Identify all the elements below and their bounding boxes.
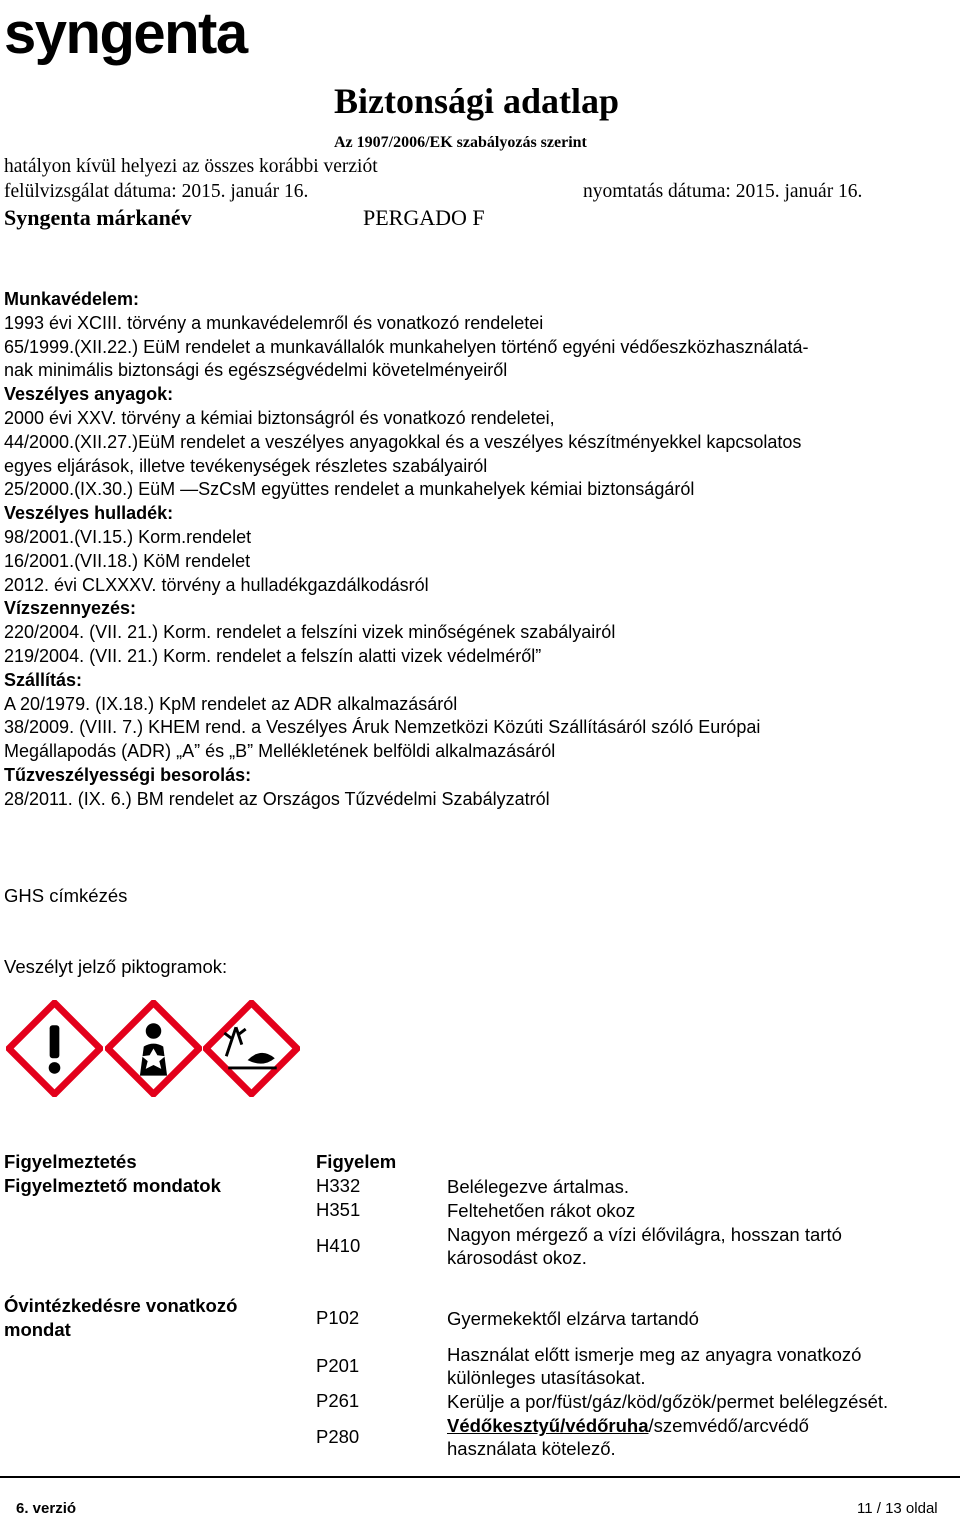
precaution-text: használata kötelező. xyxy=(447,1438,616,1459)
hazard-code: H410 xyxy=(316,1235,361,1256)
product-name: PERGADO F xyxy=(363,205,485,230)
regulations-list xyxy=(4,288,954,812)
regulation-subtitle: Az 1907/2006/EK szabályozás szerint xyxy=(334,134,587,151)
precaution-text-rest: /szemvédő/arcvédő xyxy=(648,1415,809,1436)
precaution-text: Gyermekektől elzárva tartandó xyxy=(447,1308,699,1329)
precaution-code: P261 xyxy=(316,1390,360,1411)
page-number: 11 / 13 oldal xyxy=(857,1500,938,1517)
signal-word: Figyelem xyxy=(316,1151,397,1172)
regulation-line: nak minimális biztonsági és egészségvédelmi követelményeiről xyxy=(4,360,508,381)
section-heading: Munkavédelem: xyxy=(4,289,140,309)
precaution-label: mondat xyxy=(4,1319,71,1340)
regulation-line: 98/2001.(VI.15.) Korm.rendelet xyxy=(4,526,252,547)
regulation-line: 25/2000.(IX.30.) EüM —SzCsM együttes rendelet a munkahelyek kémiai biztonságáról xyxy=(4,479,695,500)
section-heading: Veszélyes hulladék: xyxy=(4,503,174,524)
precaution-text-emphasis: Védőkesztyű/védőruha xyxy=(447,1415,649,1436)
regulation-line: 44/2000.(XII.27.)EüM rendelet a veszélyes anyagokkal és a veszélyes készítményekkel kapcsolatos xyxy=(4,431,802,452)
brand-label: Syngenta márkanév xyxy=(4,205,192,230)
hazard-text: Nagyon mérgező a vízi élővilágra, hosszan tartó xyxy=(447,1224,842,1245)
section-heading: Tűzveszélyességi besorolás: xyxy=(4,764,252,785)
precaution-code: P280 xyxy=(316,1426,360,1447)
precaution-label: Óvintézkedésre vonatkozó xyxy=(4,1295,238,1316)
section-heading: Vízszennyezés: xyxy=(4,598,137,619)
hazard-text: Feltehetően rákot okoz xyxy=(447,1200,636,1221)
section-heading: Szállítás: xyxy=(4,669,83,690)
regulation-line: 38/2009. (VIII. 7.) KHEM rend. a Veszélyes Áruk Nemzetközi Közúti Szállításáról szóló Európai xyxy=(4,717,761,738)
regulation-line: A 20/1979. (IX.18.) KpM rendelet az ADR alkalmazásáról xyxy=(4,693,458,714)
health-hazard-pictogram-icon xyxy=(105,1000,202,1097)
hazard-label: Figyelmeztető mondatok xyxy=(4,1175,221,1196)
regulation-line: 2000 évi XXV. törvény a kémiai biztonságról és vonatkozó rendeletei, xyxy=(4,407,555,428)
regulation-line: 219/2004. (VII. 21.) Korm. rendelet a felszín alatti vizek védelméről” xyxy=(4,645,542,666)
precaution-text: különleges utasításokat. xyxy=(447,1367,646,1388)
page-title: Biztonsági adatlap xyxy=(334,81,620,121)
hazard-code: H332 xyxy=(316,1175,361,1196)
syngenta-logo: syngenta xyxy=(4,1,247,66)
exclamation-mark-pictogram-icon xyxy=(6,1000,103,1097)
signal-label: Figyelmeztetés xyxy=(4,1151,137,1172)
hazard-code: H351 xyxy=(316,1199,361,1220)
pictogram-heading: Veszélyt jelző piktogramok: xyxy=(4,956,228,977)
regulation-line: Megállapodás (ADR) „A” és „B” Mellékletének belföldi alkalmazásáról xyxy=(4,741,556,762)
precaution-text: Használat előtt ismerje meg az anyagra vonatkozó xyxy=(447,1344,862,1365)
revision-date: felülvizsgálat dátuma: 2015. január 16. xyxy=(4,181,309,202)
regulation-line: 2012. évi CLXXXV. törvény a hulladékgazdálkodásról xyxy=(4,574,429,595)
regulation-line: 16/2001.(VII.18.) KöM rendelet xyxy=(4,550,251,571)
print-date: nyomtatás dátuma: 2015. január 16. xyxy=(583,181,863,202)
precaution-text xyxy=(447,1414,809,1437)
regulation-line: 28/2011. (IX. 6.) BM rendelet az Országos Tűzvédelmi Szabályzatról xyxy=(4,788,550,809)
regulation-line: 220/2004. (VII. 21.) Korm. rendelet a felszíni vizek minőségének szabályairól xyxy=(4,622,616,643)
regulation-line: 1993 évi XCIII. törvény a munkavédelemről és vonatkozó rendeletei xyxy=(4,312,544,333)
supersedes-note: hatályon kívül helyezi az összes korábbi verziót xyxy=(4,156,378,177)
ghs-heading: GHS címkézés xyxy=(4,885,128,906)
precaution-text: Kerülje a por/füst/gáz/köd/gőzök/permet belélegzését. xyxy=(447,1391,889,1412)
version-label: 6. verzió xyxy=(16,1500,77,1517)
section-heading: Veszélyes anyagok: xyxy=(4,384,174,405)
environment-hazard-pictogram-icon xyxy=(203,1000,300,1097)
regulation-line: egyes eljárások, illetve tevékenységek részletes szabályairól xyxy=(4,455,488,476)
footer-divider xyxy=(0,1476,960,1478)
hazard-text: Belélegezve ártalmas. xyxy=(447,1176,630,1197)
hazard-text: károsodást okoz. xyxy=(447,1247,587,1268)
precaution-code: P201 xyxy=(316,1355,360,1376)
regulation-line: 65/1999.(XII.22.) EüM rendelet a munkavállalók munkahelyen történő egyéni védőeszközhasználatá- xyxy=(4,336,809,357)
precaution-code: P102 xyxy=(316,1307,360,1328)
